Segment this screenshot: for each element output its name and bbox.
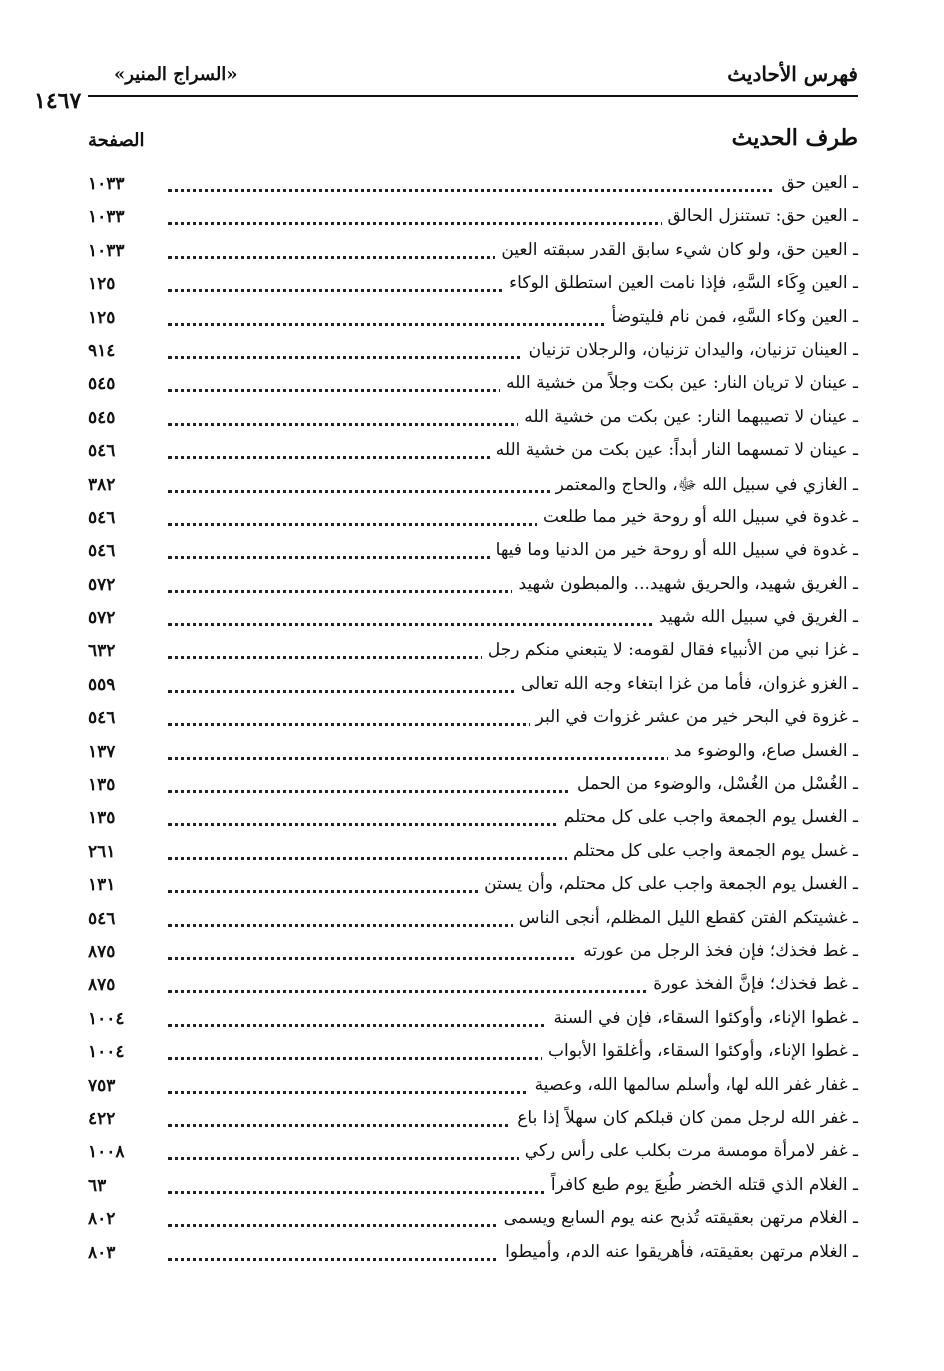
hadith-text: ـ غزا نبي من الأنبياء فقال لقومه: لا يتبعني منكم رجل bbox=[482, 640, 858, 660]
hadith-text: ـ غطوا الإناء، وأوكئوا السقاء، وأغلقوا الأبواب bbox=[542, 1041, 858, 1061]
page-column-header: الصفحة bbox=[88, 130, 145, 151]
hadith-text: ـ العين حق bbox=[775, 173, 858, 193]
index-entry bbox=[88, 203, 858, 236]
page-ref: ٥٥٩ bbox=[88, 674, 116, 695]
index-entry bbox=[88, 571, 858, 604]
hadith-text: ـ العين وكاء السَّهِ، فمن نام فليتوضأ bbox=[606, 307, 858, 327]
index-entry bbox=[88, 738, 858, 771]
running-header bbox=[88, 58, 858, 92]
page-ref: ٥٤٦ bbox=[88, 908, 116, 929]
page-ref: ١٣٧ bbox=[88, 741, 116, 762]
page-ref: ١٣٥ bbox=[88, 775, 116, 796]
page-ref: ٦٣٢ bbox=[88, 641, 116, 662]
page-number: ١٤٦٧ bbox=[34, 88, 82, 114]
index-entry bbox=[88, 170, 858, 203]
hadith-text: ـ الغريق في سبيل الله شهيد bbox=[653, 607, 858, 627]
page-ref: ١٠٠٤ bbox=[88, 1008, 125, 1029]
index-entry bbox=[88, 237, 858, 270]
hadith-text: ـ عينان لا تمسهما النار أبداً: عين بكت من خشية الله bbox=[490, 440, 858, 460]
page-ref: ٥٧٢ bbox=[88, 608, 116, 629]
index-entry bbox=[88, 938, 858, 971]
page-ref: ٧٥٣ bbox=[88, 1075, 116, 1096]
page-ref: ١٠٣٣ bbox=[88, 240, 125, 261]
page-ref: ١٠٠٤ bbox=[88, 1042, 125, 1063]
index-entry bbox=[88, 704, 858, 737]
hadith-text: ـ العينان تزنيان، واليدان تزنيان، والرجلان تزنيان bbox=[523, 340, 858, 360]
hadith-text: ـ غدوة في سبيل الله أو روحة خير مما طلعت bbox=[537, 507, 858, 527]
dot-leader bbox=[168, 189, 858, 192]
index-entry bbox=[88, 1105, 858, 1138]
hadith-text: ـ غط فخذك؛ فإنَّ الفخذ عورة bbox=[647, 974, 858, 994]
page-ref: ٥٤٦ bbox=[88, 708, 116, 729]
page-ref: ١٢٥ bbox=[88, 307, 116, 328]
index-title: فهرس الأحاديث bbox=[727, 62, 858, 86]
index-entry bbox=[88, 838, 858, 871]
index-entry bbox=[88, 537, 858, 570]
index-entry bbox=[88, 404, 858, 437]
page-ref: ٩١٤ bbox=[88, 340, 116, 361]
page-ref: ٥٤٦ bbox=[88, 507, 116, 528]
hadith-text: ـ الغسل يوم الجمعة واجب على كل محتلم bbox=[558, 807, 858, 827]
index-entry bbox=[88, 1239, 858, 1272]
index-entry bbox=[88, 337, 858, 370]
hadith-text: ـ العين حق، ولو كان شيء سابق القدر سبقته العين bbox=[495, 240, 858, 260]
index-entry bbox=[88, 637, 858, 670]
header-rule bbox=[88, 95, 858, 97]
page-ref: ٨٧٥ bbox=[88, 941, 116, 962]
index-entry bbox=[88, 304, 858, 337]
index-entry bbox=[88, 871, 858, 904]
hadith-text: ـ الغسل يوم الجمعة واجب على كل محتلم، وأن يستن bbox=[478, 874, 858, 894]
page-ref: ٨٠٢ bbox=[88, 1209, 116, 1230]
page-ref: ٥٤٥ bbox=[88, 407, 116, 428]
page-ref: ٥٧٢ bbox=[88, 574, 116, 595]
index-entry bbox=[88, 1005, 858, 1038]
hadith-text: ـ غطوا الإناء، وأوكئوا السقاء، فإن في السنة bbox=[547, 1008, 858, 1028]
page-ref: ٦٣ bbox=[88, 1175, 107, 1196]
index-entry bbox=[88, 504, 858, 537]
hadith-text: ـ الغسل صاع، والوضوء مد bbox=[668, 741, 858, 761]
index-entry bbox=[88, 270, 858, 303]
column-headers bbox=[88, 125, 858, 161]
index-entry bbox=[88, 437, 858, 470]
hadith-text: ـ عينان لا تصيبهما النار: عين بكت من خشية الله bbox=[518, 407, 858, 427]
hadith-text: ـ الغازي في سبيل الله ﷻ، والحاج والمعتمر bbox=[550, 474, 858, 499]
page-ref: ٥٤٥ bbox=[88, 374, 116, 395]
hadith-text: ـ غط فخذك؛ فإن فخذ الرجل من عورته bbox=[577, 941, 858, 961]
hadith-column-header: طرف الحديث bbox=[731, 125, 858, 151]
index-entry bbox=[88, 1172, 858, 1205]
index-entry bbox=[88, 771, 858, 804]
hadith-text: ـ الغزو غزوان، فأما من غزا ابتغاء وجه الله تعالى bbox=[515, 674, 858, 694]
index-entry bbox=[88, 671, 858, 704]
page-ref: ٨٧٥ bbox=[88, 975, 116, 996]
hadith-text: ـ العين وِكَاء السَّهِ، فإذا نامت العين استطلق الوكاء bbox=[503, 273, 858, 293]
index-entry bbox=[88, 471, 858, 504]
hadith-text: ـ العين حق: تستنزل الحالق bbox=[662, 206, 859, 226]
page-ref: ١٠٠٨ bbox=[88, 1142, 125, 1163]
page-ref: ١٢٥ bbox=[88, 274, 116, 295]
hadith-text: ـ غفار غفر الله لها، وأسلم سالمها الله، وعصية bbox=[529, 1075, 858, 1095]
hadith-text: ـ الغلام الذي قتله الخضر طُبعَ يوم طبع كافراً bbox=[545, 1175, 858, 1195]
page-ref: ٢٦١ bbox=[88, 841, 116, 862]
hadith-text: ـ الغلام مرتهن بعقيقته، فأهريقوا عنه الدم، وأميطوا bbox=[499, 1242, 858, 1262]
page-ref: ١٣١ bbox=[88, 875, 116, 896]
hadith-text: ـ الغلام مرتهن بعقيقته تُذبح عنه يوم السابع ويسمى bbox=[498, 1208, 858, 1228]
page-ref: ٥٤٦ bbox=[88, 441, 116, 462]
index-entry bbox=[88, 905, 858, 938]
hadith-text: ـ غدوة في سبيل الله أو روحة خير من الدنيا وما فيها bbox=[490, 540, 858, 560]
index-entry bbox=[88, 1038, 858, 1071]
page-ref: ١٣٥ bbox=[88, 808, 116, 829]
index-entry bbox=[88, 804, 858, 837]
page-ref: ٨٠٣ bbox=[88, 1242, 116, 1263]
page-ref: ٥٤٦ bbox=[88, 541, 116, 562]
hadith-text: ـ الغريق شهيد، والحريق شهيد... والمبطون شهيد bbox=[512, 574, 858, 594]
hadith-text: ـ عينان لا تريان النار: عين بكت وجلاً من خشية الله bbox=[500, 373, 858, 393]
index-entries bbox=[88, 170, 858, 1272]
index-entry bbox=[88, 971, 858, 1004]
page-ref: ١٠٣٣ bbox=[88, 207, 125, 228]
page-ref: ٣٨٢ bbox=[88, 474, 116, 495]
hadith-text: ـ غزوة في البحر خير من عشر غزوات في البر bbox=[530, 707, 858, 727]
page-ref: ٤٢٢ bbox=[88, 1108, 116, 1129]
index-entry bbox=[88, 1205, 858, 1238]
index-entry bbox=[88, 604, 858, 637]
hadith-text: ـ غفر الله لرجل ممن كان قبلكم كان سهلاً إذا باع bbox=[511, 1108, 858, 1128]
index-entry bbox=[88, 1138, 858, 1171]
index-entry bbox=[88, 1072, 858, 1105]
hadith-text: ـ غسل يوم الجمعة واجب على كل محتلم bbox=[567, 841, 858, 861]
book-title: «السراج المنير» bbox=[114, 64, 238, 85]
hadith-text: ـ غفر لامرأة مومسة مرت بكلب على رأس ركي bbox=[519, 1141, 858, 1161]
hadith-text: ـ الغُسْل من الغُسْل، والوضوء من الحمل bbox=[571, 774, 858, 794]
page-ref: ١٠٣٣ bbox=[88, 174, 125, 194]
index-entry bbox=[88, 370, 858, 403]
hadith-text: ـ غشيتكم الفتن كقطع الليل المظلم، أنجى الناس bbox=[513, 908, 858, 928]
